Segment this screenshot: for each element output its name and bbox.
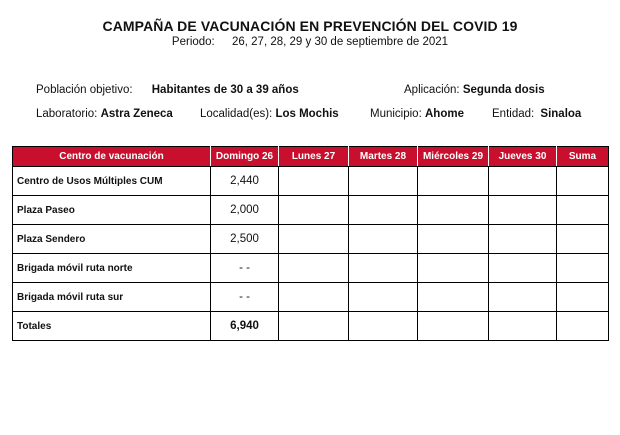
target-population-value: Habitantes de 30 a 39 años (151, 84, 299, 96)
vaccination-center-name: Plaza Sendero (13, 225, 211, 254)
target-population (36, 84, 299, 96)
application-label: Aplicación: (404, 84, 460, 96)
table-cell (418, 196, 489, 225)
municipality (370, 108, 464, 120)
table-cell (279, 254, 349, 283)
table-row (13, 225, 609, 254)
vaccination-center-name: Brigada móvil ruta norte (13, 254, 211, 283)
table-cell (489, 225, 557, 254)
table-cell: 6,940 (211, 312, 279, 341)
laboratory-label: Laboratorio: (36, 108, 98, 120)
table-cell: 2,500 (211, 225, 279, 254)
vaccination-center-name: Plaza Paseo (13, 196, 211, 225)
table-cell (489, 167, 557, 196)
table-cell (349, 254, 418, 283)
vaccination-center-name: Brigada móvil ruta sur (13, 283, 211, 312)
table-cell (349, 312, 418, 341)
table-cell (279, 225, 349, 254)
table-cell (418, 283, 489, 312)
table-cell (489, 254, 557, 283)
table-header-row (13, 147, 609, 167)
application (404, 84, 545, 96)
period-line (0, 36, 620, 48)
column-header: Martes 28 (349, 147, 418, 167)
table-cell (349, 196, 418, 225)
municipality-label: Municipio: (370, 108, 422, 120)
table-cell (279, 196, 349, 225)
column-header: Lunes 27 (279, 147, 349, 167)
table-cell (557, 283, 609, 312)
table-cell (557, 196, 609, 225)
table-cell (279, 312, 349, 341)
table-cell (418, 167, 489, 196)
document-title: CAMPAÑA DE VACUNACIÓN EN PREVENCIÓN DEL COVID 19 (102, 18, 518, 34)
application-value: Segunda dosis (462, 84, 545, 96)
table-cell (279, 283, 349, 312)
column-header: Jueves 30 (489, 147, 557, 167)
table-cell (557, 312, 609, 341)
table-cell (557, 167, 609, 196)
laboratory-value: Astra Zeneca (100, 108, 173, 120)
table-cell (489, 196, 557, 225)
table-cell (489, 283, 557, 312)
table-row (13, 167, 609, 196)
column-header: Suma (557, 147, 609, 167)
table-cell (349, 225, 418, 254)
locality-label: Localidad(es): (200, 108, 273, 120)
table-row (13, 283, 609, 312)
table-cell (349, 167, 418, 196)
table-cell (489, 312, 557, 341)
table-cell (349, 283, 418, 312)
column-header: Miércoles 29 (418, 147, 489, 167)
column-header: Domingo 26 (211, 147, 279, 167)
totals-row (13, 312, 609, 341)
period-value: 26, 27, 28, 29 y 30 de septiembre de 2021 (231, 36, 449, 48)
totals-label: Totales (13, 312, 211, 341)
table-row (13, 196, 609, 225)
vaccination-center-name: Centro de Usos Múltiples CUM (13, 167, 211, 196)
locality (200, 108, 339, 120)
vaccination-table (12, 146, 609, 341)
table-cell (418, 254, 489, 283)
column-header: Centro de vacunación (13, 147, 211, 167)
entity-label: Entidad: (492, 108, 535, 120)
table-cell: 2,440 (211, 167, 279, 196)
table-cell: - - (211, 254, 279, 283)
laboratory (36, 108, 173, 120)
entity (492, 108, 581, 120)
entity-value: Sinaloa (540, 108, 582, 120)
target-population-label: Población objetivo: (36, 84, 133, 96)
table-cell: 2,000 (211, 196, 279, 225)
table-cell (418, 225, 489, 254)
table-cell: - - (211, 283, 279, 312)
period-label: Periodo: (171, 36, 215, 48)
table-row (13, 254, 609, 283)
locality-value: Los Mochis (275, 108, 339, 120)
table-cell (557, 225, 609, 254)
table-cell (418, 312, 489, 341)
table-cell (279, 167, 349, 196)
table-cell (557, 254, 609, 283)
municipality-value: Ahome (424, 108, 464, 120)
